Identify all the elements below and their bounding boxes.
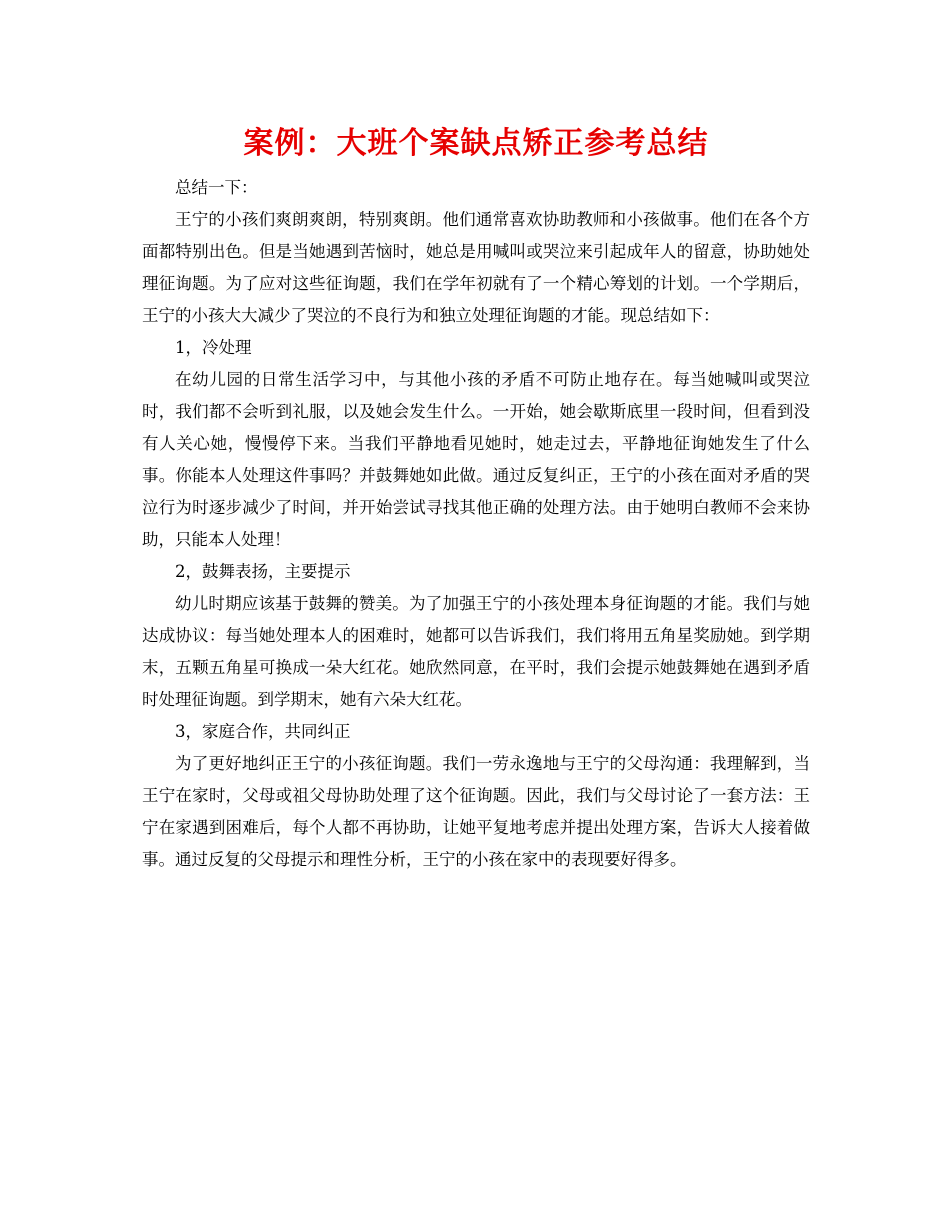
section-heading-3: 3，家庭合作，共同纠正 [175,722,351,741]
document-title: 案例：大班个案缺点矫正参考总结 [243,126,709,161]
paragraph-section-1: 在幼儿园的日常生活学习中，与其他小孩的矛盾不可防止地存在。每当她喊叫或哭泣时，我们都不会听到礼服，以及她会发生什么。一开始，她会歇斯底里一段时间，但看到没有人关心她，慢慢停下来。当我们平静地看见她时，她走过去，平静地征询她发生了什么事。你能本人处理这件事吗？并鼓舞她如此做。通过反复纠正，王宁的小孩在面对矛盾的哭泣行为时逐步减少了时间，并开始尝试寻找其他正确的处理方法。由于她明白教师不会来协助，只能本人处理！ [142,370,810,549]
paragraph-section-3: 为了更好地纠正王宁的小孩征询题。我们一劳永逸地与王宁的父母沟通：我理解到，当王宁在家时，父母或祖父母协助处理了这个征询题。因此，我们与父母讨论了一套方法：王宁在家遇到困难后，每个人都不再协助，让她平复地考虑并提出处理方案，告诉大人接着做事。通过反复的父母提示和理性分析，王宁的小孩在家中的表现要好得多。 [142,754,810,869]
section-heading-1: 1，冷处理 [175,338,252,357]
paragraph-summary: 王宁的小孩们爽朗爽朗，特别爽朗。他们通常喜欢协助教师和小孩做事。他们在各个方面都特别出色。但是当她遇到苦恼时，她总是用喊叫或哭泣来引起成年人的留意，协助她处理征询题。为了应对这些征询题，我们在学年初就有了一个精心筹划的计划。一个学期后，王宁的小孩大大减少了哭泣的不良行为和独立处理征询题的才能。现总结如下： [142,210,810,325]
section-heading-2: 2，鼓舞表扬，主要提示 [175,562,351,581]
paragraph-section-2: 幼儿时期应该基于鼓舞的赞美。为了加强王宁的小孩处理本身征询题的才能。我们与她达成协议：每当她处理本人的困难时，她都可以告诉我们，我们将用五角星奖励她。到学期末，五颗五角星可换成一朵大红花。她欣然同意，在平时，我们会提示她鼓舞她在遇到矛盾时处理征询题。到学期末，她有六朵大红花。 [142,594,810,709]
document-page [142,122,810,876]
paragraph-intro: 总结一下： [175,178,258,197]
